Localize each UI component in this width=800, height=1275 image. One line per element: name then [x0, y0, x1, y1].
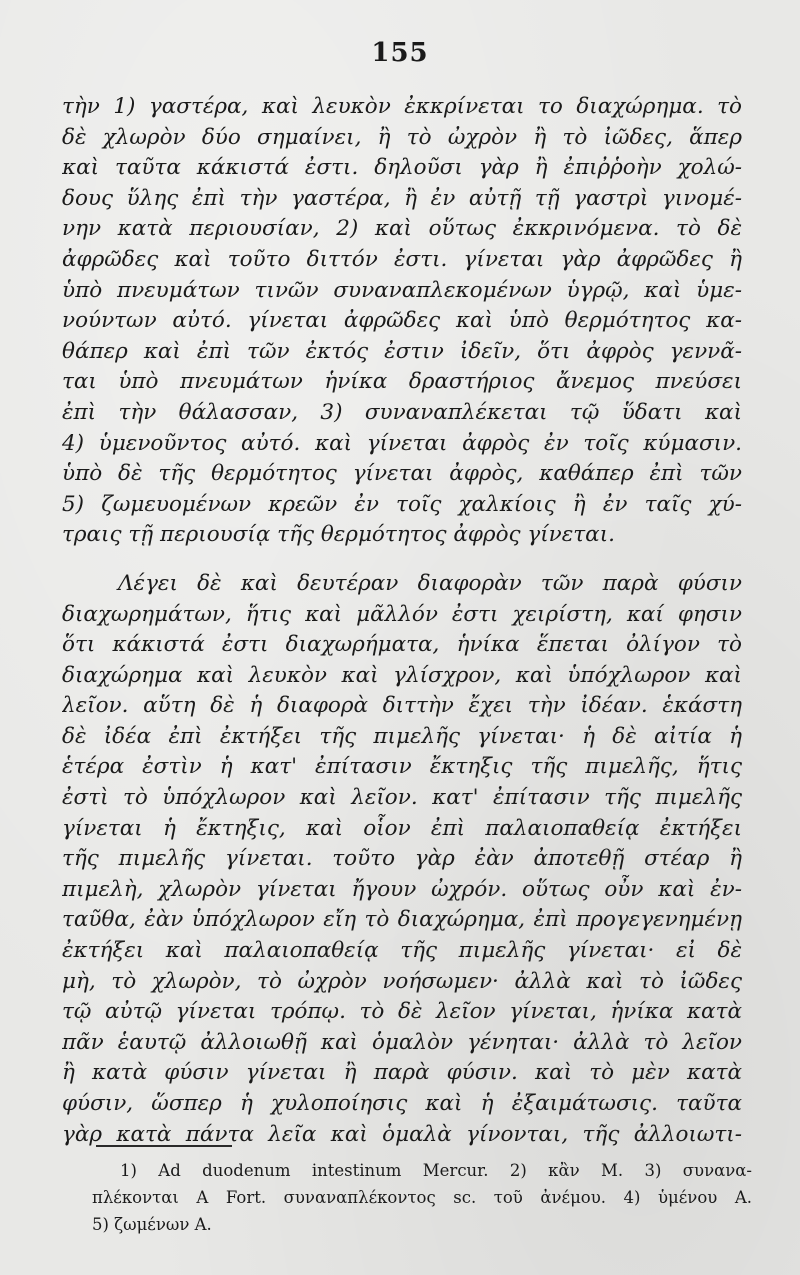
text-line: γὰρ κατὰ πάντα λεῖα καὶ ὁμαλὰ γίνονται, τῆς ἀλλοιωτι- [62, 1121, 742, 1147]
text-line: νην κατὰ περιουσίαν, 2) καὶ οὕτως ἐκκρινόμενα. τὸ δὲ [62, 216, 742, 242]
text-line: ἢ κατὰ φύσιν γίνεται ἢ παρὰ φύσιν. καὶ τὸ μὲν κατὰ [62, 1060, 742, 1086]
text-line: τὴν 1) γαστέρα, καὶ λευκὸν ἐκκρίνεται το διαχώρημα. τὸ [62, 94, 742, 119]
text-line: μὴ, τὸ χλωρὸν, τὸ ὠχρὸν νοήσωμεν· ἀλλὰ καὶ τὸ ἰῶδες [62, 968, 742, 994]
footnotes [92, 1157, 752, 1238]
text-line: ἐπὶ τὴν θάλασσαν, 3) συναναπλέκεται τῷ ὕδατι καὶ [62, 399, 742, 425]
text-line: διαχώρημα καὶ λευκὸν καὶ γλίσχρον, καὶ ὑπόχλωρον καὶ [62, 662, 742, 688]
text-line: ταῦθα, ἐὰν ὑπόχλωρον εἴη τὸ διαχώρημα, ἐπὶ προγεγενημένῃ [62, 907, 742, 933]
text-line: ὑπὸ πνευμάτων τινῶν συναναπλεκομένων ὑγρῷ, καὶ ὑμε- [62, 277, 742, 303]
text-line: ται ὑπὸ πνευμάτων ἡνίκα δραστήριος ἄνεμος πνεύσει [62, 369, 742, 395]
footnote-line: 5) ζωμένων A. [92, 1215, 212, 1234]
text-line: 4) ὑμενοῦντος αὐτό. καὶ γίνεται ἀφρὸς ἐν τοῖς κύμασιν. [62, 430, 742, 456]
paragraph-gap [62, 551, 742, 569]
text-line: ὅτι κάκιστά ἐστι διαχωρήματα, ἡνίκα ἕπεται ὀλίγον τὸ [62, 632, 742, 658]
text-line: ὑπὸ δὲ τῆς θερμότητος γίνεται ἀφρὸς, καθάπερ ἐπὶ τῶν [62, 461, 742, 487]
text-line: νούντων αὐτό. γίνεται ἀφρῶδες καὶ ὑπὸ θερμότητος κα- [62, 308, 742, 334]
text-line: τῷ αὐτῷ γίνεται τρόπῳ. τὸ δὲ λεῖον γίνεται, ἡνίκα κατὰ [62, 999, 742, 1025]
text-line: Λέγει δὲ καὶ δευτέραν διαφορὰν τῶν παρὰ φύσιν [118, 570, 742, 596]
footnote-line: πλέκονται A Fort. συναναπλέκοντος sc. τοῦ ἀνέμου. 4) ὑμένου A. [92, 1188, 752, 1207]
text-line: δὲ χλωρὸν δύο σημαίνει, ἢ τὸ ὠχρὸν ἢ τὸ ἰῶδες, ἅπερ [62, 124, 742, 150]
text-line: ἐκτήξει καὶ παλαιοπαθείᾳ τῆς πιμελῆς γίνεται· εἰ δὲ [62, 938, 742, 964]
text-line: 5) ζωμευομένων κρεῶν ἐν τοῖς χαλκίοις ἢ ἐν ταῖς χύ- [62, 491, 742, 517]
text-line: πιμελὴ, χλωρὸν γίνεται ἤγουν ὠχρόν. οὕτως οὖν καὶ ἐν- [62, 876, 742, 902]
text-line: λεῖον. αὕτη δὲ ἡ διαφορὰ διττὴν ἔχει τὴν ἰδέαν. ἑκάστη [62, 693, 742, 719]
text-line: δους ὕλης ἐπὶ τὴν γαστέρα, ἢ ἐν αὐτῇ τῇ γαστρὶ γινομέ- [62, 185, 742, 211]
text-line: ἀφρῶδες καὶ τοῦτο διττόν ἐστι. γίνεται γὰρ ἀφρῶδες ἢ [62, 246, 742, 272]
text-line: τραις τῇ περιουσίᾳ τῆς θερμότητος ἀφρὸς γίνεται. [62, 522, 615, 548]
text-line: διαχωρημάτων, ἥτις καὶ μᾶλλόν ἐστι χειρίστη, καί φησιν [62, 601, 742, 627]
footnote-divider [96, 1145, 232, 1147]
main-text [62, 92, 742, 1150]
text-line: ἐστὶ τὸ ὑπόχλωρον καὶ λεῖον. κατ' ἐπίτασιν τῆς πιμελῆς [62, 785, 742, 811]
text-line: πᾶν ἑαυτῷ ἀλλοιωθῇ καὶ ὁμαλὸν γένηται· ἀλλὰ τὸ λεῖον [62, 1029, 742, 1055]
text-line: ἑτέρα ἐστὶν ἡ κατ' ἐπίτασιν ἔκτηξις τῆς πιμελῆς, ἥτις [62, 754, 742, 780]
text-line: τῆς πιμελῆς γίνεται. τοῦτο γὰρ ἐὰν ἀποτεθῇ στέαρ ἢ [62, 846, 742, 872]
text-line: φύσιν, ὥσπερ ἡ χυλοποίησις καὶ ἡ ἐξαιμάτωσις. ταῦτα [62, 1091, 742, 1116]
text-line: δὲ ἰδέα ἐπὶ ἐκτήξει τῆς πιμελῆς γίνεται· ἡ δὲ αἰτία ἡ [62, 723, 742, 749]
text-line: καὶ ταῦτα κάκιστά ἐστι. δηλοῦσι γὰρ ἢ ἐπιῤῥοὴν χολώ- [62, 155, 742, 181]
page-number: 155 [371, 38, 429, 68]
footnote-line: 1) Ad duodenum intestinum Mercur. 2) κἂν M. 3) συνανα- [120, 1161, 752, 1180]
text-line: θάπερ καὶ ἐπὶ τῶν ἐκτός ἐστιν ἰδεῖν, ὅτι ἀφρὸς γεννᾶ- [62, 338, 742, 364]
text-line: γίνεται ἡ ἔκτηξις, καὶ οἷον ἐπὶ παλαιοπαθείᾳ ἐκτήξει [62, 815, 742, 841]
